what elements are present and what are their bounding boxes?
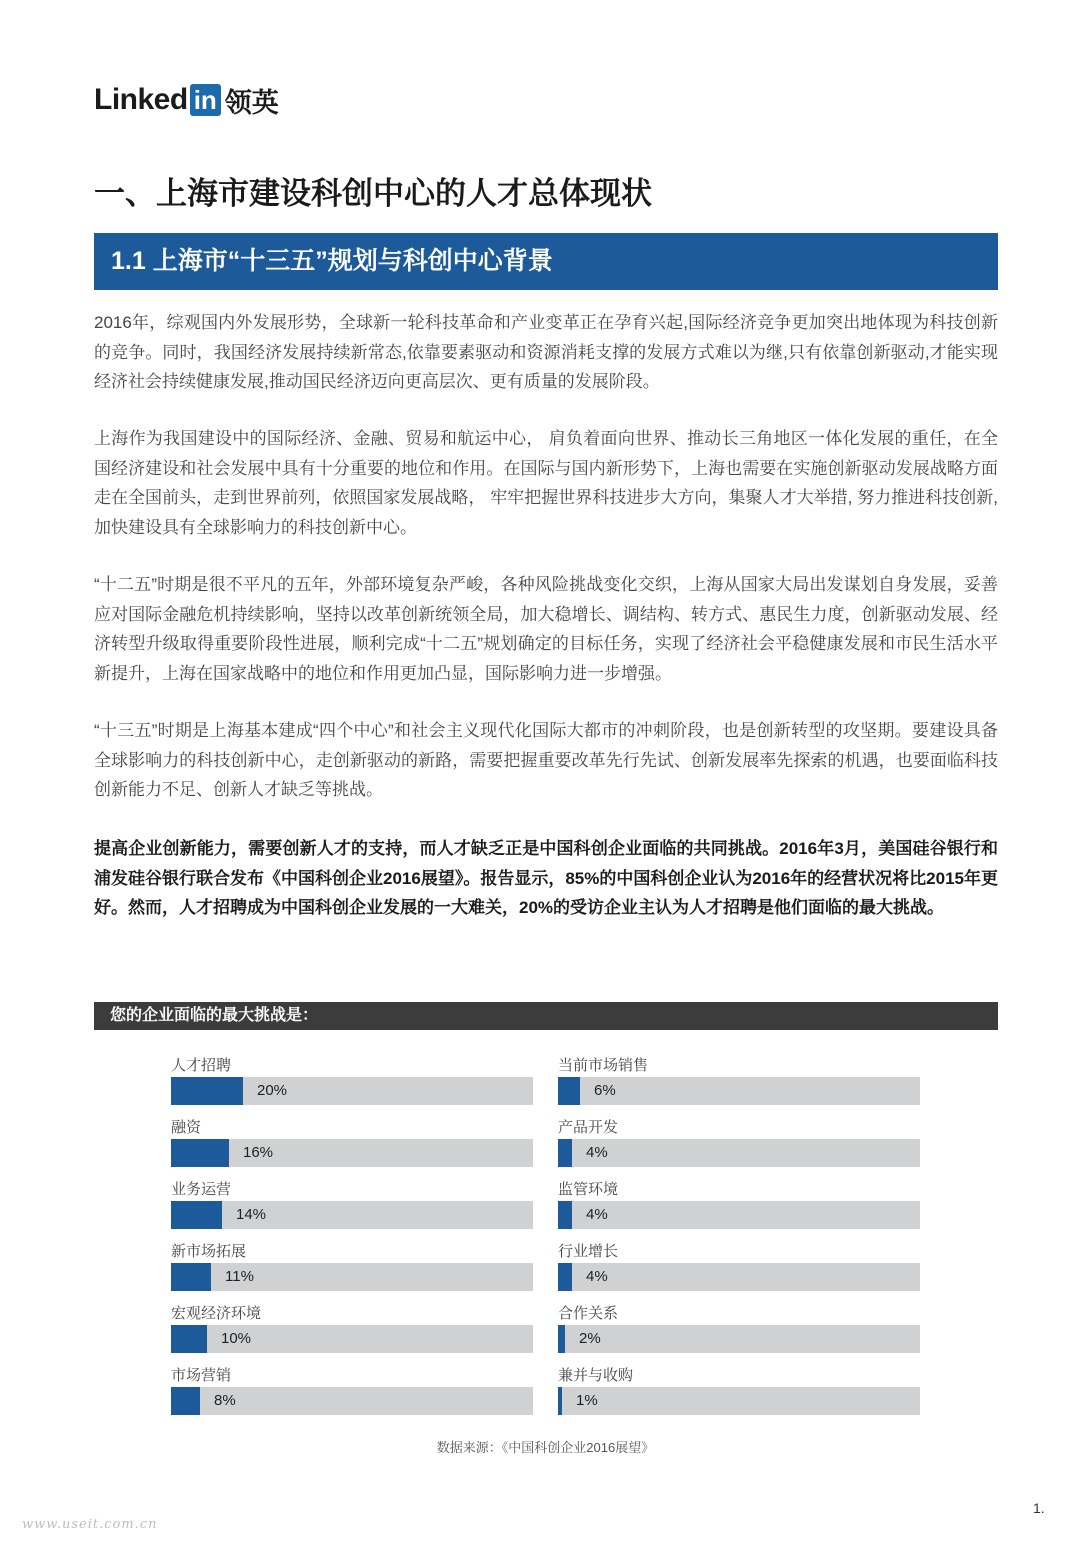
bar-category-label: 当前市场销售 [558,1057,649,1074]
logo-brand-text: Linked [94,83,188,116]
bar-item [558,1057,920,1113]
chart-source: 数据来源：《中国科创企业2016展望》 [436,1440,655,1455]
bar-category-label: 产品开发 [558,1119,619,1136]
paragraph-2: 上海作为我国建设中的国际经济、金融、贸易和航运中心， 肩负着面向世界、推动长三角地区一体化发展的重任，在全国经济建设和社会发展中具有十分重要的地位和作用。在国际与国内新形势下，上海也需要在实施创新驱动发展战略方面走在全国前头，走到世界前列，依照国家发展战略， 牢牢把握世界科技进步大方向，集聚人才大举措, 努力推进科技创新, 加快建设具有全球影响力的科技创新中心。 [94,429,998,537]
bar-category-label: 融资 [171,1119,202,1136]
paragraph-1: 2016年，综观国内外发展形势，全球新一轮科技革命和产业变革正在孕育兴起,国际经济竞争更加突出地体现为科技创新的竞争。同时，我国经济发展持续新常态,依靠要素驱动和资源消耗支撑的发展方式难以为继,只有依靠创新驱动,才能实现经济社会持续健康发展,推动国民经济迈向更高层次、更有质量的发展阶段。 [94,313,998,391]
bar-track [558,1201,920,1229]
bar-track [171,1263,533,1291]
bar-item [171,1181,533,1237]
paragraph-3: “十二五”时期是很不平凡的五年，外部环境复杂严峻，各种风险挑战变化交织，上海从国家大局出发谋划自身发展，妥善应对国际金融危机持续影响，坚持以改革创新统领全局，加大稳增长、调结构、转方式、惠民生力度，创新驱动发展、经济转型升级取得重要阶段性进展，顺利完成“十二五”规划确定的目标任务，实现了经济社会平稳健康发展和市民生活水平新提升，上海在国家战略中的地位和作用更加凸显，国际影响力进一步增强。 [94,575,998,683]
bar-category-label: 新市场拓展 [171,1243,247,1260]
bar-item [558,1181,920,1237]
bar-value-label: 14% [236,1206,267,1223]
bar-fill [558,1387,562,1415]
bar-item [558,1367,920,1423]
page-title: 一、上海市建设科创中心的人才总体现状 [94,176,652,211]
chart-title: 您的企业面临的最大挑战是： [94,1002,998,1030]
bar-value-label: 1% [576,1392,598,1409]
bar-category-label: 人才招聘 [171,1057,232,1074]
bar-fill [558,1325,565,1353]
bar-fill [171,1325,207,1353]
bar-value-label: 6% [594,1082,616,1099]
bar-value-label: 4% [586,1144,608,1161]
bar-track [558,1077,920,1105]
bar-track [171,1201,533,1229]
linkedin-logo [94,82,279,118]
page-number: 1. [1033,1500,1045,1516]
bar-fill [171,1139,229,1167]
bar-fill [558,1201,572,1229]
bar-fill [558,1263,572,1291]
bar-item [171,1119,533,1175]
bar-value-label: 20% [257,1082,288,1099]
bar-track [171,1387,533,1415]
bar-fill [171,1263,211,1291]
bar-item [558,1243,920,1299]
bar-item [171,1057,533,1113]
bar-value-label: 2% [579,1330,601,1347]
bar-item [558,1305,920,1361]
bar-category-label: 市场营销 [171,1367,232,1384]
bar-value-label: 8% [214,1392,236,1409]
bar-fill [558,1139,572,1167]
bar-fill [558,1077,580,1105]
bar-category-label: 业务运营 [171,1181,232,1198]
logo-cn-text: 领英 [224,87,279,118]
bar-item [171,1305,533,1361]
bold-paragraph: 提高企业创新能力，需要创新人才的支持，而人才缺乏正是中国科创企业面临的共同挑战。2016年3月，美国硅谷银行和浦发硅谷银行联合发布《中国科创企业2016展望》。报告显示，85%的中国科创企业认为2016年的经营状况将比2015年更好。然而，人才招聘成为中国科创企业发展的一大难关，20%的受访企业主认为人才招聘是他们面临的最大挑战。 [94,839,998,917]
bar-track [171,1139,533,1167]
paragraph-4: “十三五”时期是上海基本建成“四个中心”和社会主义现代化国际大都市的冲刺阶段，也是创新转型的攻坚期。要建设具备全球影响力的科技创新中心，走创新驱动的新路，需要把握重要改革先行先试、创新发展率先探索的机遇，也要面临科技创新能力不足、创新人才缺乏等挑战。 [94,721,998,799]
bar-fill [171,1201,222,1229]
bar-track [558,1263,920,1291]
logo-in-icon: in [190,84,221,116]
bar-value-label: 16% [243,1144,274,1161]
bar-fill [171,1387,200,1415]
bar-category-label: 行业增长 [558,1243,619,1260]
bar-category-label: 监管环境 [558,1181,619,1198]
bar-item [558,1119,920,1175]
bar-value-label: 4% [586,1268,608,1285]
bar-value-label: 4% [586,1206,608,1223]
bar-category-label: 合作关系 [558,1305,619,1322]
bar-track [171,1325,533,1353]
bar-value-label: 10% [221,1330,252,1347]
bar-item [171,1367,533,1423]
bar-fill [171,1077,243,1105]
bar-category-label: 兼并与收购 [558,1367,634,1384]
bar-track [558,1325,920,1353]
bar-item [171,1243,533,1299]
bar-track [558,1139,920,1167]
bar-value-label: 11% [225,1268,254,1285]
bar-track [171,1077,533,1105]
watermark: www.useit.com.cn [22,1517,158,1532]
section-banner: 1.1 上海市“十三五”规划与科创中心背景 [94,233,998,290]
bar-track [558,1387,920,1415]
bar-category-label: 宏观经济环境 [171,1305,262,1322]
